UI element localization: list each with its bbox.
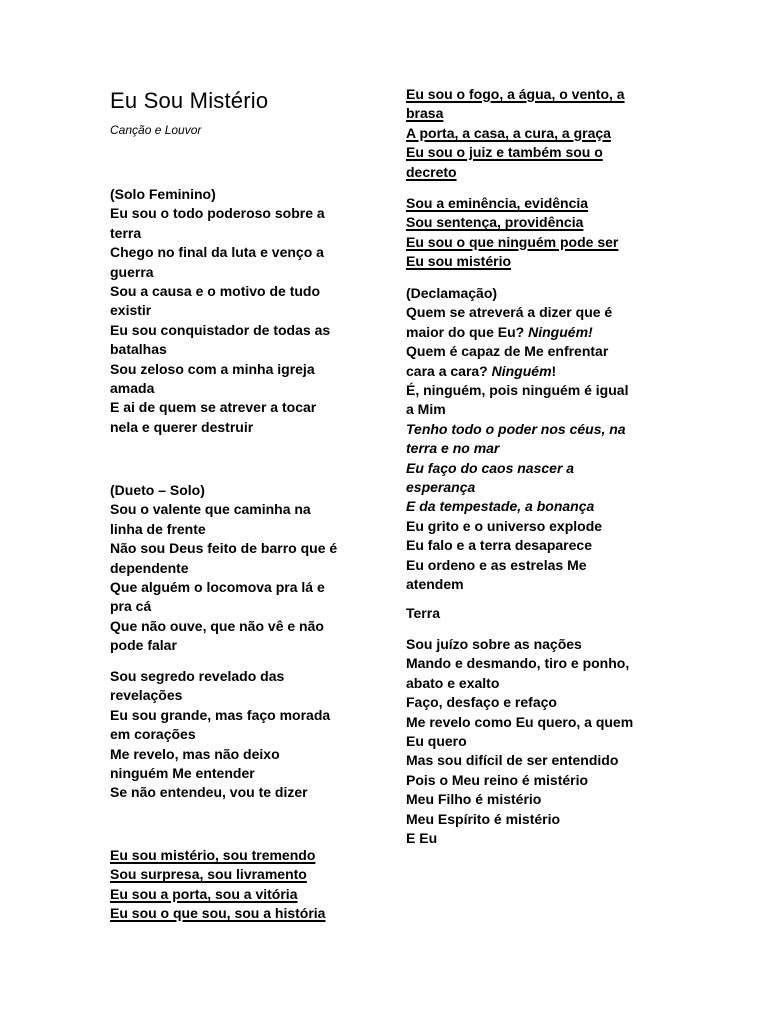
lyric-line: É, ninguém, pois ninguém é igual [406,382,629,399]
lyric-line: (Solo Feminino) [110,186,216,202]
lyric-fragment: maior do que Eu? [406,323,529,340]
lyric-line [406,362,678,381]
lyric-line: Sou a causa e o motivo de tudo [110,283,321,300]
lyric-line: Terra [406,605,440,621]
lyric-line: Eu sou o juiz e também sou o [406,144,603,161]
lyric-fragment: cara a cara? [406,362,492,379]
lyric-line: Eu ordeno e as estrelas Me [406,556,587,573]
lyric-line: Tenho todo o poder nos céus, na [406,420,626,437]
lyric-line: atendem [406,576,464,593]
lyric-line: nela e querer destruir [110,418,254,435]
lyric-line: linha de frente [110,520,206,537]
lyric-line: Me revelo, mas não deixo [110,745,280,762]
lyric-line: Chego no final da luta e venço a [110,244,324,261]
lyric-line: Eu sou a porta, sou a vitória [110,885,298,902]
lyric-line: Quem se atreverá a dizer que é [406,304,613,321]
lyric-line: (Dueto – Solo) [110,482,205,498]
lyric-line: Faço, desfaço e refaço [406,694,557,711]
lyric-line: pode falar [110,637,177,654]
lyric-line: em corações [110,726,196,743]
lyric-line: existir [110,302,152,319]
stanza-declamacao [406,284,678,595]
lyric-fragment-italic: Ninguém! [528,323,593,340]
lyric-line: Meu Filho é mistério [406,791,542,808]
song-title: Eu Sou Mistério [110,88,269,113]
stanza-juizo [406,635,678,848]
lyric-line: terra e no mar [406,440,500,457]
song-subtitle: Canção e Louvor [110,123,202,137]
lyric-line: Sou sentença, providência [406,214,584,231]
lyric-line: pra cá [110,598,152,615]
lyric-line: esperança [406,479,476,496]
lyric-line [406,323,678,342]
lyric-line: Meu Espírito é mistério [406,810,561,827]
lyric-line: Não sou Deus feito de barro que é [110,540,338,557]
lyric-line: Quem é capaz de Me enfrentar [406,343,609,360]
lyric-line: decreto [406,163,457,180]
lyric-line: ninguém Me entender [110,765,255,782]
stanza-fogo-agua [406,85,678,182]
lyric-line: guerra [110,263,154,280]
lyric-line: Eu quero [406,733,467,750]
lyric-fragment-italic: Ninguém [491,362,552,379]
lyric-line: E Eu [406,830,438,847]
lyric-line: Sou segredo revelado das [110,668,285,684]
lyric-line: abato e exalto [406,674,500,691]
lyric-line: Pois o Meu reino é mistério [406,771,589,788]
stanza-terra [406,604,678,623]
stanza-solo-feminino [110,185,382,437]
lyric-line: Eu sou conquistador de todas as [110,321,331,338]
lyric-line: Sou juízo sobre as nações [406,636,582,652]
lyric-line: Sou zeloso com a minha igreja [110,360,315,377]
stanza-segredo [110,667,382,803]
lyric-line: Se não entendeu, vou te dizer [110,784,308,801]
lyric-line: Eu sou o fogo, a água, o vento, a [406,86,625,102]
lyric-line: Eu sou o que sou, sou a história [110,905,326,922]
lyric-line: Eu sou o todo poderoso sobre a [110,205,325,222]
stanza-dueto-solo [110,481,382,656]
lyric-line: Que não ouve, que não vê e não [110,617,324,634]
lyric-line: a Mim [406,401,446,418]
lyric-line: Eu sou mistério [406,253,512,270]
lyric-line: Eu sou mistério, sou tremendo [110,847,316,863]
lyric-line: terra [110,224,142,241]
lyric-line: Mando e desmando, tiro e ponho, [406,655,630,672]
stanza-eminencia [406,194,678,272]
stanza-chorus-underlined [110,846,382,924]
lyric-line: Eu falo e a terra desaparece [406,537,592,554]
lyric-line: A porta, a casa, a cura, a graça [406,124,611,141]
lyric-line: batalhas [110,341,167,358]
lyric-line: Eu grito e o universo explode [406,517,603,534]
lyric-line: Sou surpresa, sou livramento [110,866,307,883]
lyric-line: Sou o valente que caminha na [110,501,311,518]
lyric-line: Eu faço do caos nascer a [406,459,575,476]
lyric-line: Sou a eminência, evidência [406,195,589,211]
lyric-line: Me revelo como Eu quero, a quem [406,713,634,730]
lyric-line: Que alguém o locomova pra lá e [110,579,325,596]
lyric-line: revelações [110,687,183,704]
lyric-line: dependente [110,559,189,576]
lyric-line: E ai de quem se atrever a tocar [110,399,317,416]
lyric-line: Mas sou difícil de ser entendido [406,752,619,769]
lyric-line: E da tempestade, a bonança [406,498,595,515]
lyric-line: (Declamação) [406,285,498,301]
lyric-line: Eu sou grande, mas faço morada [110,706,331,723]
lyric-line: Eu sou o que ninguém pode ser [406,233,619,250]
lyric-fragment: ! [551,362,557,379]
lyric-line: amada [110,380,155,397]
lyric-line: brasa [406,105,444,122]
